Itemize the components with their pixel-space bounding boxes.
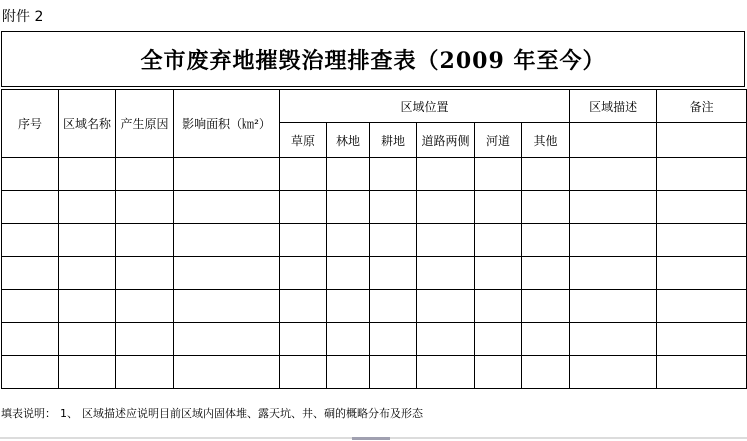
table-row — [2, 323, 747, 356]
table-row — [2, 257, 747, 290]
table-cell[interactable] — [2, 323, 59, 356]
table-body — [2, 158, 747, 389]
table-cell[interactable] — [570, 290, 657, 323]
header-affected-area: 影响面积（㎞²） — [174, 90, 280, 158]
table-cell[interactable] — [116, 290, 174, 323]
table-cell[interactable] — [657, 257, 747, 290]
table-cell[interactable] — [327, 323, 370, 356]
table-row — [2, 191, 747, 224]
table-row — [2, 356, 747, 389]
table-cell[interactable] — [59, 191, 116, 224]
table-cell[interactable] — [59, 224, 116, 257]
header-description-blank — [570, 123, 657, 158]
table-cell[interactable] — [522, 290, 570, 323]
table-cell[interactable] — [280, 323, 327, 356]
table-cell[interactable] — [59, 356, 116, 389]
table-cell[interactable] — [475, 191, 522, 224]
table-cell[interactable] — [174, 356, 280, 389]
table-cell[interactable] — [2, 158, 59, 191]
table-cell[interactable] — [280, 257, 327, 290]
table-cell[interactable] — [370, 191, 417, 224]
table-cell[interactable] — [327, 356, 370, 389]
table-cell[interactable] — [417, 290, 475, 323]
table-cell[interactable] — [522, 191, 570, 224]
table-cell[interactable] — [280, 191, 327, 224]
table-cell[interactable] — [370, 224, 417, 257]
header-seq: 序号 — [2, 90, 59, 158]
header-location: 区域位置 — [280, 90, 570, 123]
table-cell[interactable] — [522, 158, 570, 191]
table-cell[interactable] — [570, 257, 657, 290]
attachment-label: 附件 2 — [2, 9, 44, 25]
table-cell[interactable] — [417, 191, 475, 224]
table-cell[interactable] — [657, 158, 747, 191]
table-cell[interactable] — [174, 290, 280, 323]
table-cell[interactable] — [2, 191, 59, 224]
table-cell[interactable] — [475, 158, 522, 191]
table-cell[interactable] — [116, 158, 174, 191]
table-cell[interactable] — [475, 290, 522, 323]
header-grassland: 草原 — [280, 123, 327, 158]
table-cell[interactable] — [475, 356, 522, 389]
table-cell[interactable] — [59, 158, 116, 191]
header-other: 其他 — [522, 123, 570, 158]
table-cell[interactable] — [475, 323, 522, 356]
table-cell[interactable] — [370, 257, 417, 290]
table-cell[interactable] — [59, 323, 116, 356]
table-cell[interactable] — [475, 257, 522, 290]
table-cell[interactable] — [417, 158, 475, 191]
table-cell[interactable] — [174, 191, 280, 224]
table-cell[interactable] — [174, 323, 280, 356]
table-cell[interactable] — [59, 290, 116, 323]
header-description: 区域描述 — [570, 90, 657, 123]
table-cell[interactable] — [116, 323, 174, 356]
table-cell[interactable] — [2, 224, 59, 257]
scroll-indicator[interactable] — [352, 437, 390, 440]
table-cell[interactable] — [280, 356, 327, 389]
table-cell[interactable] — [116, 356, 174, 389]
table-cell[interactable] — [327, 158, 370, 191]
table-cell[interactable] — [59, 257, 116, 290]
table-cell[interactable] — [116, 191, 174, 224]
note-label: 填表说明： — [1, 407, 56, 420]
table-cell[interactable] — [417, 323, 475, 356]
table-cell[interactable] — [570, 323, 657, 356]
table-cell[interactable] — [370, 356, 417, 389]
header-roadside: 道路两侧 — [417, 123, 475, 158]
note-number: 1、 — [60, 407, 78, 420]
table-cell[interactable] — [116, 257, 174, 290]
table-cell[interactable] — [657, 290, 747, 323]
table-cell[interactable] — [370, 158, 417, 191]
table-row — [2, 224, 747, 257]
table-cell[interactable] — [280, 224, 327, 257]
table-cell[interactable] — [657, 224, 747, 257]
table-cell[interactable] — [327, 191, 370, 224]
table-cell[interactable] — [570, 356, 657, 389]
table-row — [2, 290, 747, 323]
table-cell[interactable] — [2, 356, 59, 389]
header-remarks: 备注 — [657, 90, 747, 123]
table-cell[interactable] — [417, 224, 475, 257]
table-cell[interactable] — [2, 257, 59, 290]
table-cell[interactable] — [657, 356, 747, 389]
table-cell[interactable] — [570, 158, 657, 191]
header-remarks-blank — [657, 123, 747, 158]
header-cause: 产生原因 — [116, 90, 174, 158]
survey-table — [1, 89, 747, 389]
table-cell[interactable] — [327, 224, 370, 257]
header-forest: 林地 — [327, 123, 370, 158]
table-cell[interactable] — [475, 224, 522, 257]
header-river: 河道 — [475, 123, 522, 158]
table-cell[interactable] — [327, 257, 370, 290]
table-cell[interactable] — [280, 158, 327, 191]
table-cell[interactable] — [280, 290, 327, 323]
table-cell[interactable] — [174, 158, 280, 191]
table-cell[interactable] — [522, 257, 570, 290]
table-row — [2, 158, 747, 191]
table-cell[interactable] — [327, 290, 370, 323]
table-cell[interactable] — [174, 257, 280, 290]
table-cell[interactable] — [2, 290, 59, 323]
header-farmland: 耕地 — [370, 123, 417, 158]
table-cell[interactable] — [370, 323, 417, 356]
note-text: 区域描述应说明目前区域内固体堆、露天坑、井、硐的概略分布及形态 — [82, 407, 423, 420]
table-cell[interactable] — [522, 323, 570, 356]
page-title: 全市废弃地摧毁治理排查表（2009 年至今） — [140, 47, 606, 74]
table-cell[interactable] — [174, 224, 280, 257]
title-box — [1, 31, 745, 87]
fill-instructions — [1, 405, 423, 421]
table-cell[interactable] — [522, 224, 570, 257]
table-cell[interactable] — [417, 257, 475, 290]
table-cell[interactable] — [417, 356, 475, 389]
table-cell[interactable] — [570, 191, 657, 224]
table-cell[interactable] — [570, 224, 657, 257]
table-cell[interactable] — [370, 290, 417, 323]
table-cell[interactable] — [522, 356, 570, 389]
header-area-name: 区域名称 — [59, 90, 116, 158]
table-cell[interactable] — [657, 191, 747, 224]
table-cell[interactable] — [657, 323, 747, 356]
table-cell[interactable] — [116, 224, 174, 257]
